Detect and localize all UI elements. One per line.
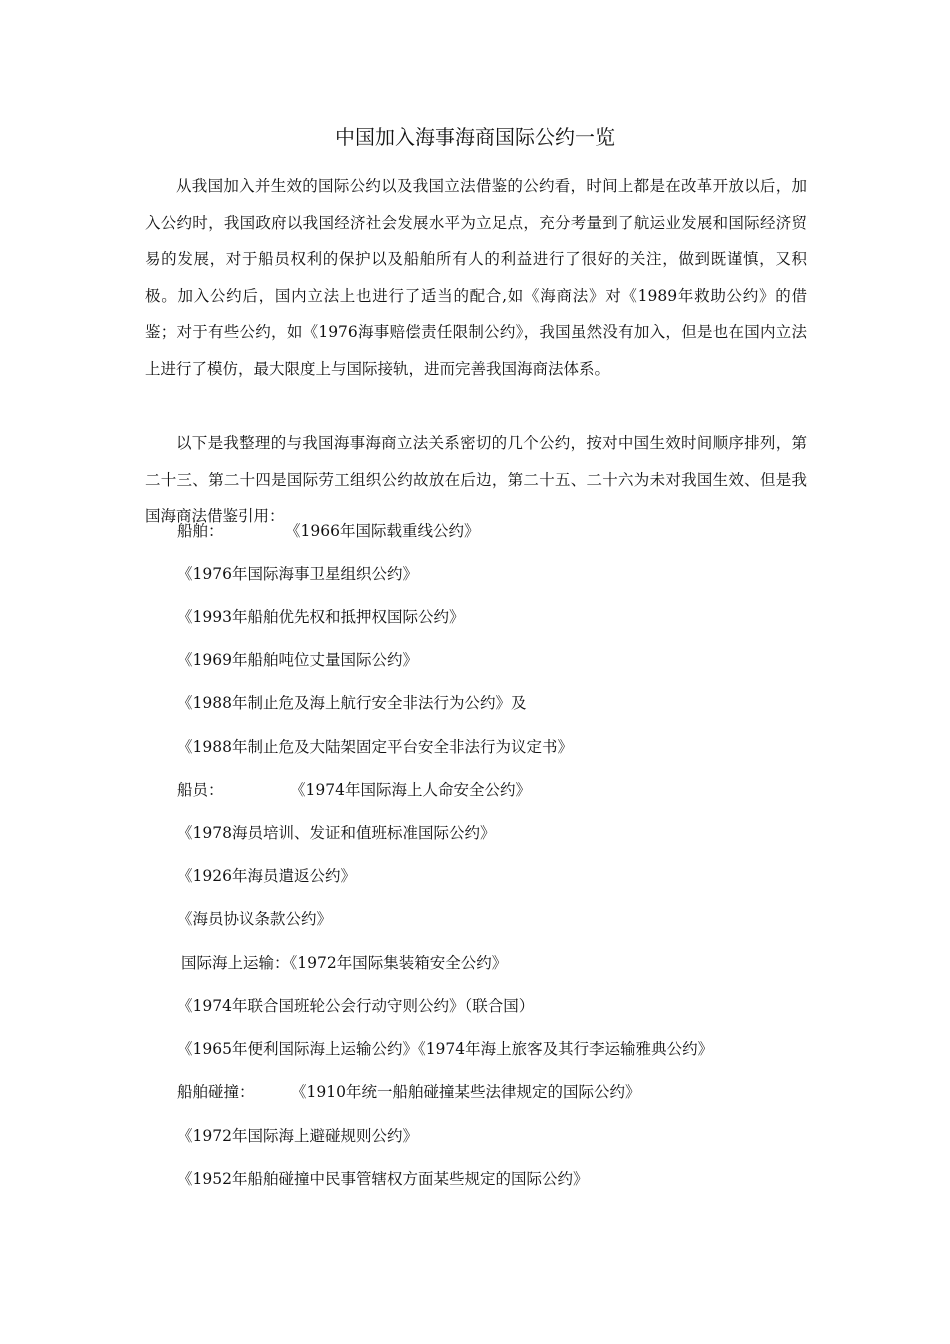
- convention-line: [177, 562, 418, 586]
- intro-paragraph: 从我国加入并生效的国际公约以及我国立法借鉴的公约看，时间上都是在改革开放以后，加入公约时，我国政府以我国经济社会发展水平为立足点，充分考量到了航运业发展和国际经济贸易的发展，对于船员权利的保护以及船舶所有人的利益进行了很好的关注，做到既谨慎，又积极。加入公约后，国内立法上也进行了适当的配合,如《海商法》对《1989年救助公约》的借鉴；对于有些公约，如《1976海事赔偿责任限制公约》，我国虽然没有加入，但是也在国内立法上进行了模仿，最大限度上与国际接轨，进而完善我国海商法体系。: [145, 177, 807, 378]
- convention-line: [177, 1124, 418, 1148]
- convention-title: 《海员协议条款公约》: [177, 910, 333, 928]
- convention-title: 《1974年联合国班轮公会行动守则公约》（联合国）: [177, 997, 535, 1015]
- category-label-sea-transport: 国际海上运输：: [181, 954, 290, 972]
- list-intro-paragraph: 以下是我整理的与我国海事海商立法关系密切的几个公约，按对中国生效时间顺序排列，第二十三、第二十四是国际劳工组织公约故放在后边，第二十五、二十六为未对我国生效、但是我国海商法借鉴引用：: [145, 434, 807, 525]
- convention-title: 《1988年制止危及海上航行安全非法行为公约》及: [177, 694, 527, 712]
- convention-line: [177, 778, 531, 802]
- convention-line: [177, 519, 479, 543]
- convention-title: 《1993年船舶优先权和抵押权国际公约》: [177, 608, 465, 626]
- category-label-crew: 船员：: [177, 781, 224, 799]
- convention-line: [177, 1037, 713, 1061]
- convention-line: [177, 864, 356, 888]
- convention-title: 《1952年船舶碰撞中民事管辖权方面某些规定的国际公约》: [177, 1170, 589, 1188]
- convention-line: [177, 735, 573, 759]
- convention-title: 《1965年便利国际海上运输公约》《1974年海上旅客及其行李运输雅典公约》: [177, 1040, 714, 1058]
- convention-title: 《1969年船舶吨位丈量国际公约》: [177, 651, 418, 669]
- convention-line: [181, 951, 507, 975]
- convention-title: 《1966年国际载重线公约》: [285, 522, 480, 540]
- convention-line: [177, 994, 534, 1018]
- convention-line: [177, 907, 332, 931]
- convention-line: [177, 648, 418, 672]
- category-label-ships: 船舶：: [177, 522, 224, 540]
- convention-title: 《1974年国际海上人命安全公约》: [290, 781, 531, 799]
- convention-line: [177, 1167, 588, 1191]
- convention-line: [177, 605, 464, 629]
- convention-line: [177, 691, 526, 715]
- convention-title: 《1976年国际海事卫星组织公约》: [177, 565, 418, 583]
- convention-line: [177, 1080, 640, 1104]
- page-title: 中国加入海事海商国际公约一览: [335, 125, 615, 149]
- convention-title: 《1972年国际集装箱安全公约》: [289, 954, 508, 972]
- convention-title: 《1926年海员遣返公约》: [177, 867, 356, 885]
- convention-title: 《1978海员培训、发证和值班标准国际公约》: [177, 824, 496, 842]
- convention-title: 《1910年统一船舶碰撞某些法律规定的国际公约》: [291, 1083, 641, 1101]
- convention-title: 《1988年制止危及大陆架固定平台安全非法行为议定书》: [177, 738, 573, 756]
- category-label-collision: 船舶碰撞：: [177, 1083, 255, 1101]
- convention-line: [177, 821, 495, 845]
- convention-title: 《1972年国际海上避碰规则公约》: [177, 1127, 418, 1145]
